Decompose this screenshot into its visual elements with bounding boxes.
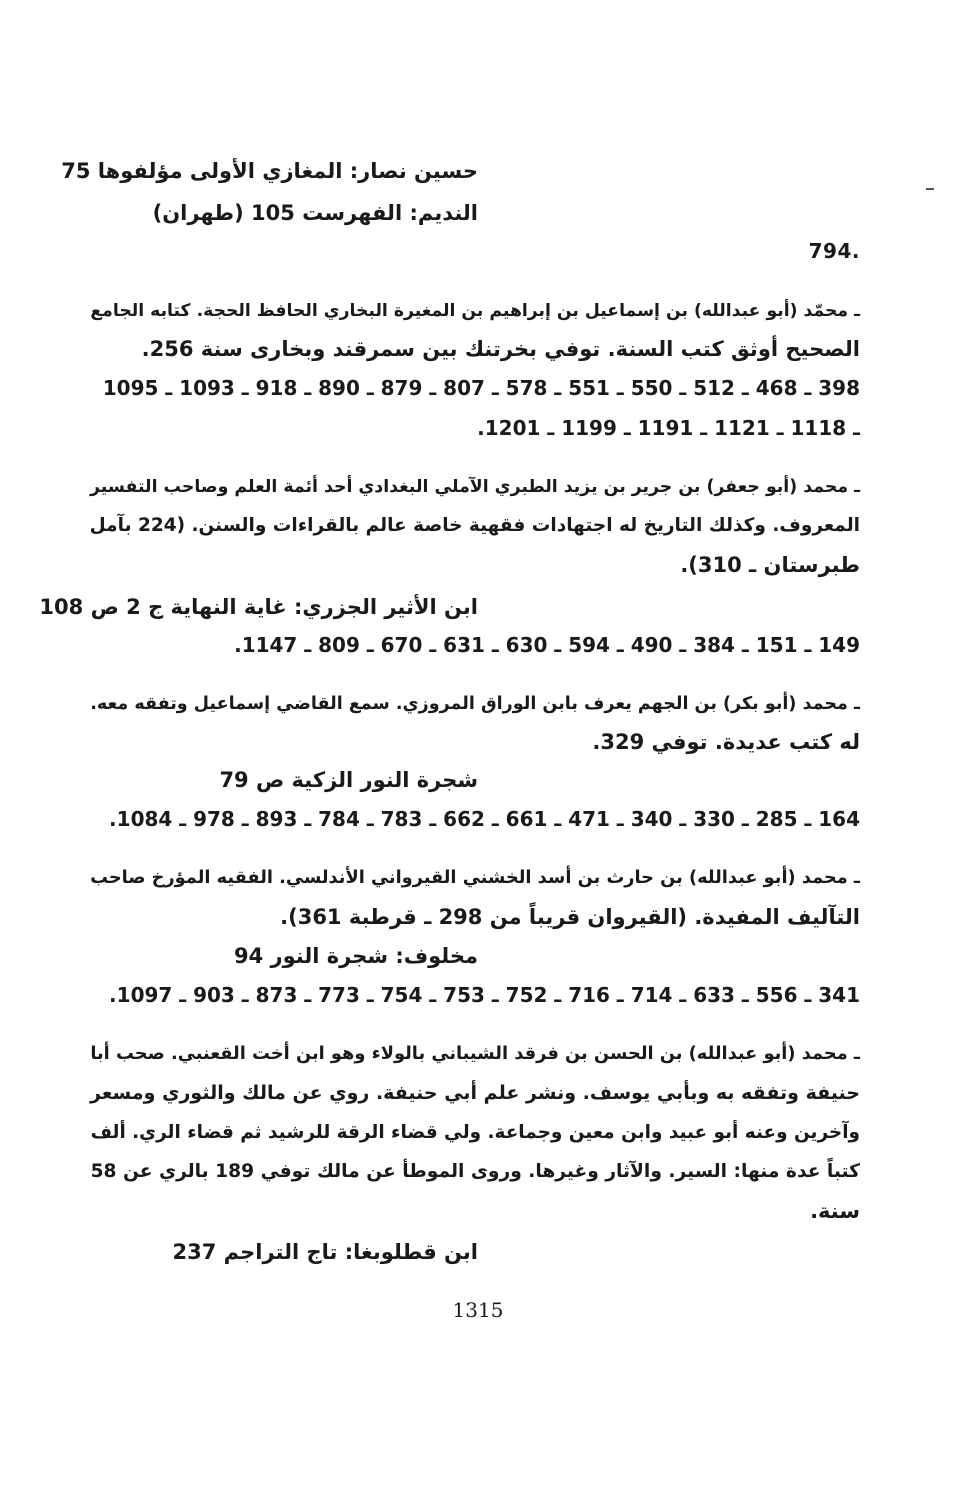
source-citation: شجرة النور الزكية ص 79 bbox=[219, 768, 478, 792]
entry-text: ـ محمّد (أبو عبدالله) بن إسماعيل بن إبراهيم بن المغيرة البخاري الحافظ الحجة. كتابه الجامع bbox=[90, 301, 860, 321]
entry-text: كتباً عدة منها: السير. والآثار وغيرها. وروى الموطأ عن مالك توفي 189 بالري عن 58 bbox=[90, 1161, 860, 1182]
reference-line: حسين نصار: المغازي الأولى مؤلفوها 75 bbox=[61, 159, 478, 183]
reference-line: النديم: الفهرست 105 (طهران) bbox=[152, 201, 478, 225]
entry-text: المعروف. وكذلك التاريخ له اجتهادات فقهية خاصة عالم بالقراءات والسنن. (224 بآمل bbox=[89, 515, 860, 536]
source-citation: ابن الأثير الجزري: غاية النهاية ج 2 ص 108 bbox=[39, 595, 478, 619]
reference-numbers: 341 ـ 556 ـ 633 ـ 714 ـ 716 ـ 752 ـ 753 ـ 754 ـ 773 ـ 873 ـ 903 ـ 1097. bbox=[109, 983, 860, 1007]
reference-numbers: 149 ـ 151 ـ 384 ـ 490 ـ 594 ـ 630 ـ 631 ـ 670 ـ 809 ـ 1147. bbox=[234, 633, 860, 657]
source-citation: مخلوف: شجرة النور 94 bbox=[234, 944, 478, 968]
reference-numbers: 398 ـ 468 ـ 512 ـ 550 ـ 551 ـ 578 ـ 807 ـ 879 ـ 890 ـ 918 ـ 1093 ـ 1095 bbox=[102, 376, 860, 400]
scan-speck bbox=[926, 188, 934, 190]
entry-text: ـ محمد (أبو بكر) بن الجهم يعرف بابن الوراق المروزي. سمع القاضي إسماعيل وتفقه معه. bbox=[90, 694, 860, 714]
entry-text: سنة. bbox=[810, 1199, 860, 1223]
entry-text: طبرستان ـ 310). bbox=[680, 553, 860, 577]
reference-numbers: .794 bbox=[808, 239, 860, 263]
entry-text: التآليف المفيدة. (القيروان قريباً من 298 ـ قرطبة 361). bbox=[280, 905, 860, 929]
source-citation: ابن قطلوبغا: تاج التراجم 237 bbox=[172, 1240, 478, 1264]
reference-numbers: 164 ـ 285 ـ 330 ـ 340 ـ 471 ـ 661 ـ 662 ـ 783 ـ 784 ـ 893 ـ 978 ـ 1084. bbox=[109, 807, 860, 831]
entry-text: حنيفة وتفقه به وبأبي يوسف. ونشر علم أبي حنيفة. روي عن مالك والثوري ومسعر bbox=[90, 1082, 860, 1104]
entry-text: ـ محمد (أبو جعفر) بن جرير بن يزيد الطبري الآملي البغدادي أحد أئمة العلم وصاحب التفسير bbox=[90, 477, 860, 497]
entry-text: له كتب عديدة. توفي 329. bbox=[592, 730, 860, 754]
entry-text: الصحيح أوثق كتب السنة. توفي بخرتنك بين سمرقند وبخارى سنة 256. bbox=[141, 337, 860, 361]
entry-text: وآخرين وعنه أبو عبيد وابن معين وجماعة. ولي قضاء الرقة للرشيد ثم قضاء الري. ألف bbox=[90, 1122, 860, 1143]
entry-text: ـ محمد (أبو عبدالله) بن حارث بن أسد الخشني القيرواني الأندلسي. الفقيه المؤرخ صاحب bbox=[90, 868, 860, 888]
reference-numbers: ـ 1118 ـ 1121 ـ 1191 ـ 1199 ـ 1201. bbox=[477, 416, 860, 440]
page-number: 1315 bbox=[452, 1298, 504, 1322]
entry-text: ـ محمد (أبو عبدالله) بن الحسن بن فرقد الشيباني بالولاء وهو ابن أخت القعنبي. صحب أبا bbox=[90, 1043, 860, 1064]
